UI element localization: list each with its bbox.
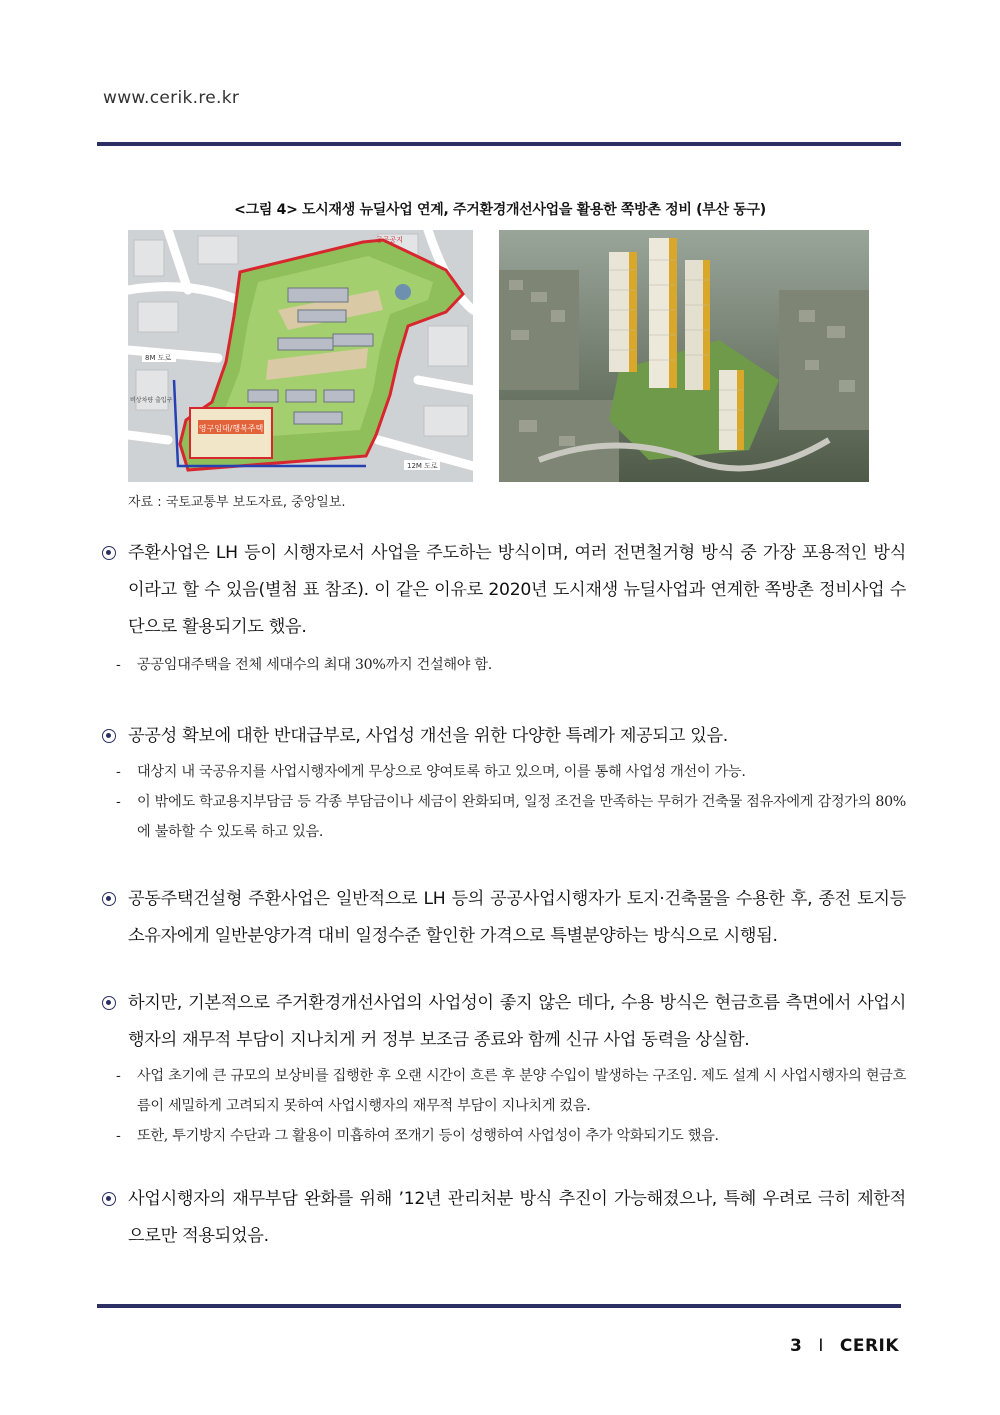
bullet-icon [102, 1192, 116, 1206]
aerial-rendering-image [499, 230, 869, 482]
figure-caption: <그림 4> 도시재생 뉴딜사업 연계, 주거환경개선사업을 활용한 쪽방촌 정비 (부산 동구) [234, 202, 766, 218]
paragraph-text: 주환사업은 LH 등이 시행자로서 사업을 주도하는 방식이며, 여러 전면철거형 방식 중 가장 포용적인 방식이라고 할 수 있음(별첨 표 참조). 이 같은 이유로 2020년 도시재생 뉴딜사업과 연계한 쪽방촌 정비사업 수단으로 활용되기도 했음. [128, 543, 906, 637]
sub-item: - 공공임대주택을 전체 세대수의 최대 30%까지 건설해야 함. [116, 657, 493, 673]
sub-item: - 또한, 투기방지 수단과 그 활용이 미흡하여 쪼개기 등이 성행하여 사업성이 추가 악화되기도 했음. [116, 1128, 719, 1144]
road-12m-label: 12M 도로 [407, 462, 438, 470]
paragraph-4 [100, 985, 906, 1151]
sub-item-text: 또한, 투기방지 수단과 그 활용이 미흡하여 쪼개기 등이 성행하여 사업성이 추가 악화되기도 했음. [137, 1128, 719, 1144]
figure-source: 자료 : 국토교통부 보도자료, 중앙일보. [128, 495, 346, 510]
sub-item: - 대상지 내 국공유지를 사업시행자에게 무상으로 양여토록 하고 있으며, 이를 통해 사업성 개선이 가능. [116, 764, 746, 780]
road-8m-label: 8M 도로 [145, 354, 172, 362]
entrance-label: 비상차량 출입구 [130, 397, 173, 404]
sub-item-text: 이 밖에도 학교용지부담금 등 각종 부담금이나 세금이 완화되며, 일정 조건을 만족하는 무허가 건축물 점유자에게 감정가의 80%에 불하할 수 있도록 하고 있음. [137, 794, 906, 840]
sub-item: - 사업 초기에 큰 규모의 보상비를 집행한 후 오랜 시간이 흐른 후 분양 수입이 발생하는 구조임. 제도 설계 시 사업시행자의 현금흐름이 세밀하게 고려되지 못하여 사업시행자의 재무적 부담이 지나치게 컸음. [116, 1068, 906, 1114]
body-content [100, 535, 906, 1255]
footer-separator: I [818, 1336, 824, 1356]
paragraph-text: 하지만, 기본적으로 주거환경개선사업의 사업성이 좋지 않은 데다, 수용 방식은 현금흐름 측면에서 사업시행자의 재무적 부담이 지나치게 커 정부 보조금 종료와 함께 신규 사업 동력을 상실함. [128, 993, 906, 1050]
paragraph-text: 사업시행자의 재무부담 완화를 위해 ’12년 관리처분 방식 추진이 가능해졌으나, 특혜 우려로 극히 제한적으로만 적용되었음. [128, 1189, 906, 1246]
bullet-icon [102, 729, 116, 743]
paragraph-3 [100, 881, 906, 955]
paragraph-1 [100, 535, 906, 680]
housing-label: 영구임대/행복주택 [198, 424, 264, 433]
park-label: 공공공지 [376, 236, 404, 244]
page-number: 3 [790, 1336, 803, 1356]
bullet-icon [102, 892, 116, 906]
paragraph-2 [100, 718, 906, 847]
sub-item-text: 사업 초기에 큰 규모의 보상비를 집행한 후 오랜 시간이 흐른 후 분양 수입이 발생하는 구조임. 제도 설계 시 사업시행자의 현금흐름이 세밀하게 고려되지 못하여 사업시행자의 재무적 부담이 지나치게 컸음. [137, 1068, 906, 1114]
site-url[interactable]: www.cerik.re.kr [103, 88, 240, 108]
paragraph-text: 공동주택건설형 주환사업은 일반적으로 LH 등의 공공사업시행자가 토지·건축물을 수용한 후, 종전 토지등소유자에게 일반분양가격 대비 일정수준 할인한 가격으로 특별분양하는 방식으로 시행됨. [128, 889, 906, 946]
footer [790, 1336, 899, 1356]
sub-item-text: 공공임대주택을 전체 세대수의 최대 30%까지 건설해야 함. [137, 657, 493, 673]
footer-rule [97, 1304, 901, 1308]
site-plan-image [128, 230, 473, 482]
bullet-icon [102, 996, 116, 1010]
sub-item: - 이 밖에도 학교용지부담금 등 각종 부담금이나 세금이 완화되며, 일정 조건을 만족하는 무허가 건축물 점유자에게 감정가의 80%에 불하할 수 있도록 하고 있음. [116, 794, 906, 840]
bullet-icon [102, 546, 116, 560]
paragraph-5 [100, 1181, 906, 1255]
footer-brand: CERIK [839, 1336, 900, 1356]
sub-item-text: 대상지 내 국공유지를 사업시행자에게 무상으로 양여토록 하고 있으며, 이를 통해 사업성 개선이 가능. [137, 764, 746, 780]
paragraph-text: 공공성 확보에 대한 반대급부로, 사업성 개선을 위한 다양한 특례가 제공되고 있음. [128, 726, 728, 746]
header-rule [97, 142, 901, 146]
